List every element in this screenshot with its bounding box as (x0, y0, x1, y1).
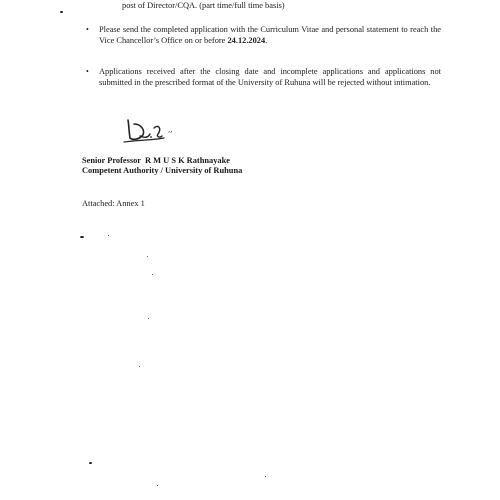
scan-mark (60, 11, 63, 13)
scan-mark (89, 462, 92, 464)
signatory-role: Competent Authority / University of Ruhuna (82, 166, 243, 175)
scan-mark (265, 476, 266, 477)
scan-mark (148, 318, 149, 319)
scan-mark (152, 274, 153, 275)
bullet-icon: • (86, 67, 89, 76)
attachment-note: Attached: Annex 1 (82, 199, 145, 208)
signatory-name: Senior Professor R M U S K Rathnayake (82, 156, 230, 165)
bullet-item-2: Applications received after the closing date and incomplete applications and applications not submitted in the prescribed format of the University of Ruhuna will be rejected without intimation. (99, 67, 441, 87)
closing-date: 24.12.2024 (227, 36, 266, 45)
scan-mark (139, 366, 140, 367)
svg-text:,,: ,, (168, 126, 173, 134)
bullet-icon: • (86, 25, 89, 34)
bullet-item-1 (99, 24, 441, 46)
scan-mark (147, 256, 148, 257)
scan-mark (108, 235, 109, 236)
bullet-item-1-end: . (265, 36, 268, 45)
continued-line: post of Director/CQA. (part time/full time basis) (122, 1, 285, 10)
signature-image (120, 116, 180, 146)
bullet-item-1-text: Please send the completed application with the Curriculum Vitae and personal statement to reach the Vice Chancellor’s Office on or before (99, 25, 441, 45)
scan-mark (80, 236, 84, 238)
scan-mark (157, 485, 158, 486)
